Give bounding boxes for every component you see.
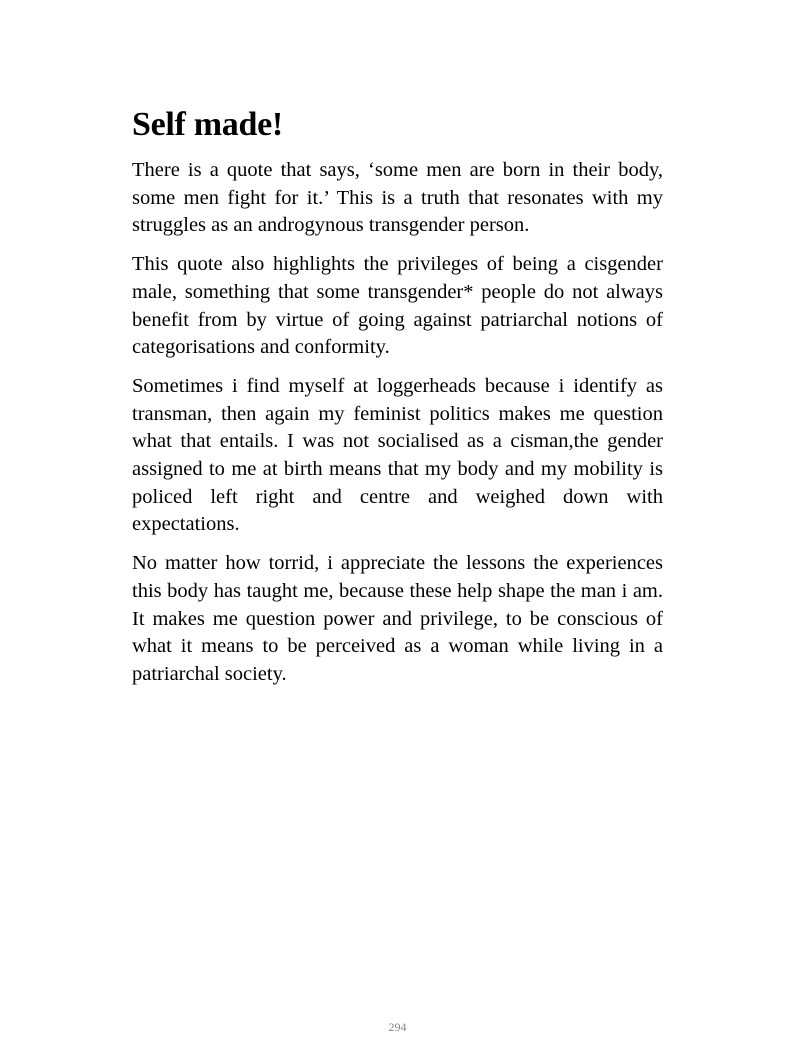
- page-title: Self made!: [132, 106, 283, 143]
- paragraph-2: This quote also highlights the privileges of being a cisgender male, something that some transgender* people do not always benefit from by virtue of going against patriarchal notions of categorisations and conformity.: [132, 253, 663, 359]
- paragraph-1: There is a quote that says, ‘some men are born in their body, some men fight for it.’ This is a truth that resonates with my struggles as an androgynous transgender person.: [132, 159, 663, 237]
- page-content: [132, 104, 663, 700]
- page-number: 294: [388, 1020, 407, 1034]
- paragraph-3: Sometimes i find myself at loggerheads because i identify as transman, then again my feminist politics makes me question what that entails. I was not socialised as a cisman,the gender assigned to me at birth means that my body and my mobility is policed left right and centre and weighed down with expectations.: [132, 374, 663, 536]
- paragraph-4: No matter how torrid, i appreciate the lessons the experiences this body has taught me, because these help shape the man i am. It makes me question power and privilege, to be conscious of what it means to be perceived as a woman while living in a patriarchal society.: [132, 552, 663, 685]
